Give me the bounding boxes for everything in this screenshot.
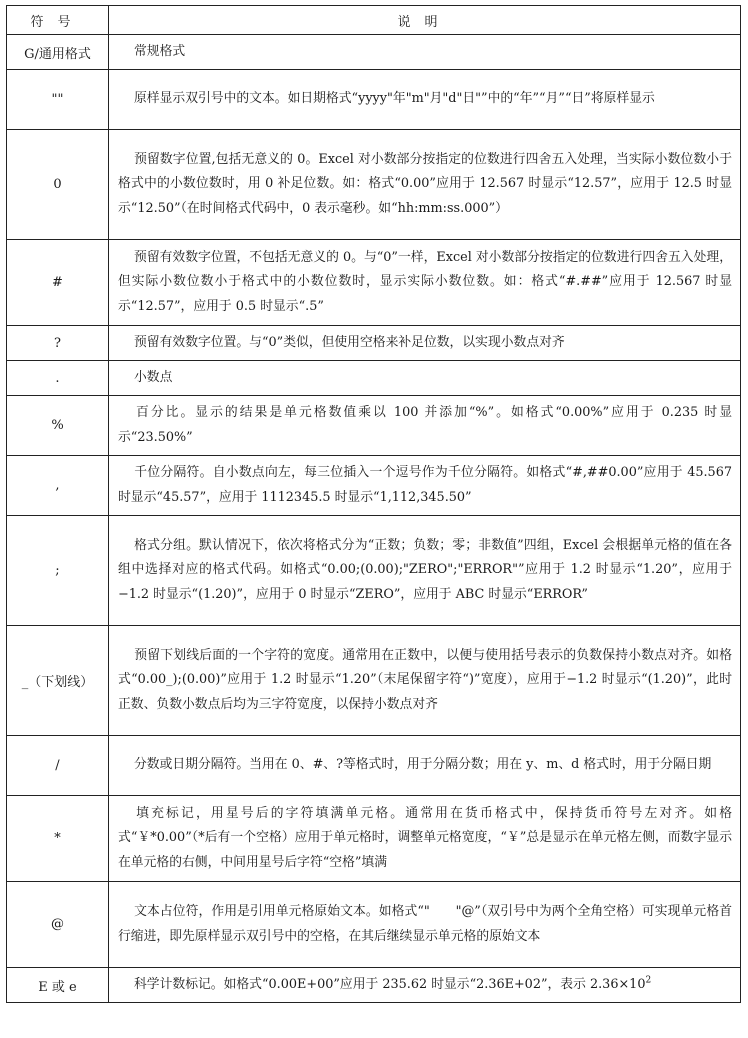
format-symbol-table [6,5,741,1003]
table-row [7,70,741,130]
row-description: 格式分组。默认情况下，依次将格式分为“正数；负数；零；非数值”四组，Excel 会根据单元格的值在各组中选择对应的格式代码。如格式“0.00;(0.00);"ZERO";"ERROR"”应用于 1.2 时显示“1.20”，应用于−1.2 时显示“(1.20)”，应用于 0 时显示“ZERO”，应用于 ABC 时显示“ERROR” [109,516,741,626]
row-symbol: ; [7,516,109,626]
table-row [7,626,741,736]
row-description: 预留有效数字位置。与“0”类似，但使用空格来补足位数，以实现小数点对齐 [109,326,741,361]
table-row [7,130,741,240]
row-symbol: G/通用格式 [7,35,109,70]
table-header-row [7,6,741,35]
row-description: 千位分隔符。自小数点向左，每三位插入一个逗号作为千位分隔符。如格式“#,##0.00”应用于 45.567 时显示“45.57”，应用于 1112345.5 时显示“1,112,345.50” [109,456,741,516]
row-symbol: "" [7,70,109,130]
header-description: 说明 [109,6,741,35]
row-symbol: , [7,456,109,516]
table-row [7,396,741,456]
exponent: 2 [645,975,652,986]
row-symbol: @ [7,882,109,968]
table-row [7,968,741,1003]
table-row [7,240,741,326]
table-row [7,361,741,396]
row-description: 预留数字位置,包括无意义的 0。Excel 对小数部分按指定的位数进行四舍五入处理，当实际小数位数小于格式中的小数位数时，用 0 补足位数。如：格式“0.00”应用于 12.567 时显示“12.57”，应用于 12.5 时显示“12.50”（在时间格式代码中，0 表示毫秒。如“hh:mm:ss.000”） [109,130,741,240]
row-description: 科学计数标记。如格式“0.00E+00”应用于 235.62 时显示“2.36E+02”，表示 $2.36\times 10^2$ [109,968,741,1003]
row-description: 预留下划线后面的一个字符的宽度。通常用在正数中，以便与使用括号表示的负数保持小数点对齐。如格式“0.00_);(0.00)”应用于 1.2 时显示“1.20”（末尾保留字符“)”宽度），应用于−1.2 时显示“(1.20)”，此时正数、负数小数点后均为三字符宽度，以保持小数点对齐 [109,626,741,736]
row-description: 小数点 [109,361,741,396]
row-description: 原样显示双引号中的文本。如日期格式“yyyy"年"m"月"d"日"”中的“年”“月”“日”将原样显示 [109,70,741,130]
row-symbol: % [7,396,109,456]
table-row [7,882,741,968]
header-symbol: 符号 [7,6,109,35]
table-row [7,326,741,361]
table-row [7,516,741,626]
row-symbol: * [7,796,109,882]
row-symbol: / [7,736,109,796]
row-symbol: E 或 e [7,968,109,1003]
row-description: 常规格式 [109,35,741,70]
row-description: 百分比。显示的结果是单元格数值乘以 100 并添加“%”。如格式“0.00%”应用于 0.235 时显示“23.50%” [109,396,741,456]
row-symbol: . [7,361,109,396]
row-description: 文本占位符，作用是引用单元格原始文本。如格式“" "@”（双引号中为两个全角空格）可实现单元格首行缩进，即先原样显示双引号中的空格，在其后继续显示单元格的原始文本 [109,882,741,968]
row-description: 分数或日期分隔符。当用在 0、#、?等格式时，用于分隔分数；用在 y、m、d 格式时，用于分隔日期 [109,736,741,796]
table-row [7,796,741,882]
row-symbol: # [7,240,109,326]
table-row [7,456,741,516]
row-symbol: 0 [7,130,109,240]
row-description: 填充标记，用星号后的字符填满单元格。通常用在货币格式中，保持货币符号左对齐。如格式“￥*0.00”（*后有一个空格）应用于单元格时，调整单元格宽度，“￥”总是显示在单元格左侧，而数字显示在单元格的右侧，中间用星号后字符“空格”填满 [109,796,741,882]
row-symbol: _（下划线） [7,626,109,736]
row-description: 预留有效数字位置，不包括无意义的 0。与“0”一样，Excel 对小数部分按指定的位数进行四舍五入处理，但实际小数位数小于格式中的小数位数时，显示实际小数位数。如：格式“#.##”应用于 12.567 时显示“12.57”，应用于 0.5 时显示“.5” [109,240,741,326]
table-row [7,736,741,796]
row-symbol: ? [7,326,109,361]
table-row [7,35,741,70]
